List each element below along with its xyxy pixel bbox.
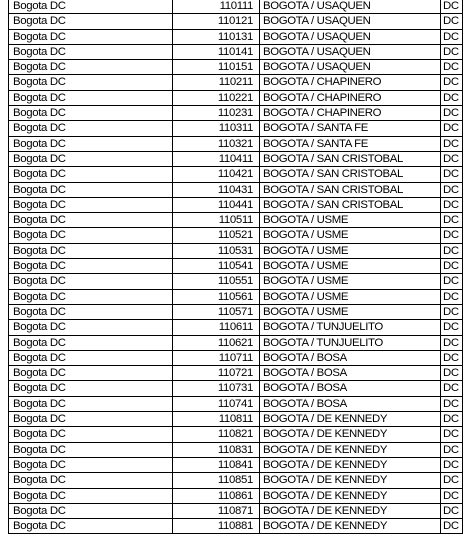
department-cell: DC [440,60,463,74]
city-cell: Bogota DC [8,427,172,441]
city-cell: Bogota DC [8,290,172,304]
locality-cell: BOGOTA / USAQUEN [259,14,440,28]
department-cell: DC [440,228,463,242]
table-row [8,427,463,442]
city-cell: Bogota DC [8,30,172,44]
locality-cell: BOGOTA / SANTA FE [259,121,440,135]
postal-code-cell: 110741 [172,397,259,411]
postal-code-cell: 110431 [172,183,259,197]
postal-code-cell: 110311 [172,121,259,135]
city-cell: Bogota DC [8,351,172,365]
city-cell: Bogota DC [8,489,172,503]
department-cell: DC [440,121,463,135]
department-cell: DC [440,427,463,441]
department-cell: DC [440,504,463,518]
postal-code-cell: 110321 [172,137,259,151]
table-row [8,45,463,60]
department-cell: DC [440,351,463,365]
postal-code-cell: 110551 [172,274,259,288]
locality-cell: BOGOTA / DE KENNEDY [259,489,440,503]
postal-code-cell: 110811 [172,412,259,426]
department-cell: DC [440,381,463,395]
table-row [8,366,463,381]
city-cell: Bogota DC [8,45,172,59]
city-cell: Bogota DC [8,473,172,487]
city-cell: Bogota DC [8,106,172,120]
locality-cell: BOGOTA / SANTA FE [259,137,440,151]
department-cell: DC [440,183,463,197]
table-row [8,351,463,366]
department-cell: DC [440,519,463,533]
postal-code-cell: 110841 [172,458,259,472]
postal-code-table [8,0,463,534]
postal-code-cell: 110121 [172,14,259,28]
postal-code-cell: 110211 [172,75,259,89]
table-row [8,412,463,427]
table-row [8,290,463,305]
table-row [8,14,463,29]
department-cell: DC [440,366,463,380]
table-row [8,458,463,473]
city-cell: Bogota DC [8,228,172,242]
locality-cell: BOGOTA / DE KENNEDY [259,427,440,441]
city-cell: Bogota DC [8,14,172,28]
table-row [8,443,463,458]
table-row [8,274,463,289]
postal-code-cell: 110571 [172,305,259,319]
postal-code-cell: 110541 [172,259,259,273]
city-cell: Bogota DC [8,259,172,273]
postal-code-cell: 110141 [172,45,259,59]
postal-code-cell: 110871 [172,504,259,518]
locality-cell: BOGOTA / USAQUEN [259,30,440,44]
department-cell: DC [440,45,463,59]
city-cell: Bogota DC [8,121,172,135]
table-row [8,0,463,14]
department-cell: DC [440,106,463,120]
table-row [8,397,463,412]
table-row [8,504,463,519]
postal-code-cell: 110511 [172,213,259,227]
city-cell: Bogota DC [8,305,172,319]
postal-code-cell: 110611 [172,320,259,334]
city-cell: Bogota DC [8,366,172,380]
city-cell: Bogota DC [8,152,172,166]
locality-cell: BOGOTA / SAN CRISTOBAL [259,183,440,197]
table-row [8,259,463,274]
postal-code-cell: 110411 [172,152,259,166]
department-cell: DC [440,91,463,105]
city-cell: Bogota DC [8,91,172,105]
city-cell: Bogota DC [8,183,172,197]
table-row [8,381,463,396]
city-cell: Bogota DC [8,213,172,227]
locality-cell: BOGOTA / DE KENNEDY [259,443,440,457]
city-cell: Bogota DC [8,75,172,89]
table-row [8,30,463,45]
locality-cell: BOGOTA / BOSA [259,397,440,411]
locality-cell: BOGOTA / DE KENNEDY [259,473,440,487]
table-row [8,320,463,335]
department-cell: DC [440,30,463,44]
locality-cell: BOGOTA / BOSA [259,366,440,380]
locality-cell: BOGOTA / CHAPINERO [259,75,440,89]
department-cell: DC [440,152,463,166]
postal-code-cell: 110851 [172,473,259,487]
department-cell: DC [440,458,463,472]
postal-code-cell: 110231 [172,106,259,120]
postal-code-cell: 110561 [172,290,259,304]
table-row [8,228,463,243]
city-cell: Bogota DC [8,381,172,395]
table-row [8,167,463,182]
city-cell: Bogota DC [8,397,172,411]
department-cell: DC [440,14,463,28]
locality-cell: BOGOTA / USAQUEN [259,45,440,59]
locality-cell: BOGOTA / USME [259,259,440,273]
city-cell: Bogota DC [8,167,172,181]
department-cell: DC [440,259,463,273]
locality-cell: BOGOTA / SAN CRISTOBAL [259,167,440,181]
locality-cell: BOGOTA / SAN CRISTOBAL [259,198,440,212]
postal-code-cell: 110521 [172,228,259,242]
locality-cell: BOGOTA / SAN CRISTOBAL [259,152,440,166]
department-cell: DC [440,473,463,487]
department-cell: DC [440,290,463,304]
postal-code-cell: 110721 [172,366,259,380]
table-row [8,152,463,167]
table-row [8,519,463,534]
locality-cell: BOGOTA / CHAPINERO [259,91,440,105]
department-cell: DC [440,167,463,181]
city-cell: Bogota DC [8,244,172,258]
locality-cell: BOGOTA / CHAPINERO [259,106,440,120]
city-cell: Bogota DC [8,519,172,533]
table-row [8,489,463,504]
postal-code-cell: 110861 [172,489,259,503]
locality-cell: BOGOTA / TUNJUELITO [259,320,440,334]
locality-cell: BOGOTA / DE KENNEDY [259,412,440,426]
table-row [8,213,463,228]
department-cell: DC [440,198,463,212]
postal-code-cell: 110131 [172,30,259,44]
locality-cell: BOGOTA / USME [259,244,440,258]
table-row [8,244,463,259]
department-cell: DC [440,336,463,350]
locality-cell: BOGOTA / USAQUEN [259,60,440,74]
department-cell: DC [440,412,463,426]
city-cell: Bogota DC [8,320,172,334]
postal-code-cell: 110151 [172,60,259,74]
postal-code-cell: 110821 [172,427,259,441]
locality-cell: BOGOTA / DE KENNEDY [259,458,440,472]
city-cell: Bogota DC [8,336,172,350]
table-row [8,137,463,152]
department-cell: DC [440,0,463,13]
postal-code-cell: 110831 [172,443,259,457]
city-cell: Bogota DC [8,137,172,151]
city-cell: Bogota DC [8,274,172,288]
table-row [8,91,463,106]
table-row [8,336,463,351]
city-cell: Bogota DC [8,443,172,457]
table-row [8,60,463,75]
table-row [8,183,463,198]
postal-code-cell: 110531 [172,244,259,258]
city-cell: Bogota DC [8,198,172,212]
department-cell: DC [440,443,463,457]
department-cell: DC [440,75,463,89]
postal-code-cell: 110881 [172,519,259,533]
locality-cell: BOGOTA / USAQUEN [259,0,440,13]
postal-code-cell: 110621 [172,336,259,350]
city-cell: Bogota DC [8,60,172,74]
department-cell: DC [440,137,463,151]
locality-cell: BOGOTA / USME [259,274,440,288]
locality-cell: BOGOTA / USME [259,290,440,304]
city-cell: Bogota DC [8,0,172,13]
postal-code-cell: 110221 [172,91,259,105]
postal-code-cell: 110441 [172,198,259,212]
locality-cell: BOGOTA / DE KENNEDY [259,519,440,533]
locality-cell: BOGOTA / USME [259,228,440,242]
department-cell: DC [440,274,463,288]
postal-code-cell: 110421 [172,167,259,181]
table-row [8,473,463,488]
table-row [8,106,463,121]
city-cell: Bogota DC [8,412,172,426]
postal-code-cell: 110731 [172,381,259,395]
department-cell: DC [440,489,463,503]
postal-code-cell: 110711 [172,351,259,365]
table-row [8,121,463,136]
department-cell: DC [440,397,463,411]
department-cell: DC [440,213,463,227]
table-row [8,305,463,320]
postal-code-cell: 110111 [172,0,259,13]
locality-cell: BOGOTA / BOSA [259,351,440,365]
locality-cell: BOGOTA / USME [259,213,440,227]
city-cell: Bogota DC [8,504,172,518]
department-cell: DC [440,320,463,334]
locality-cell: BOGOTA / DE KENNEDY [259,504,440,518]
locality-cell: BOGOTA / USME [259,305,440,319]
department-cell: DC [440,305,463,319]
city-cell: Bogota DC [8,458,172,472]
locality-cell: BOGOTA / BOSA [259,381,440,395]
table-row [8,198,463,213]
table-row [8,75,463,90]
department-cell: DC [440,244,463,258]
locality-cell: BOGOTA / TUNJUELITO [259,336,440,350]
